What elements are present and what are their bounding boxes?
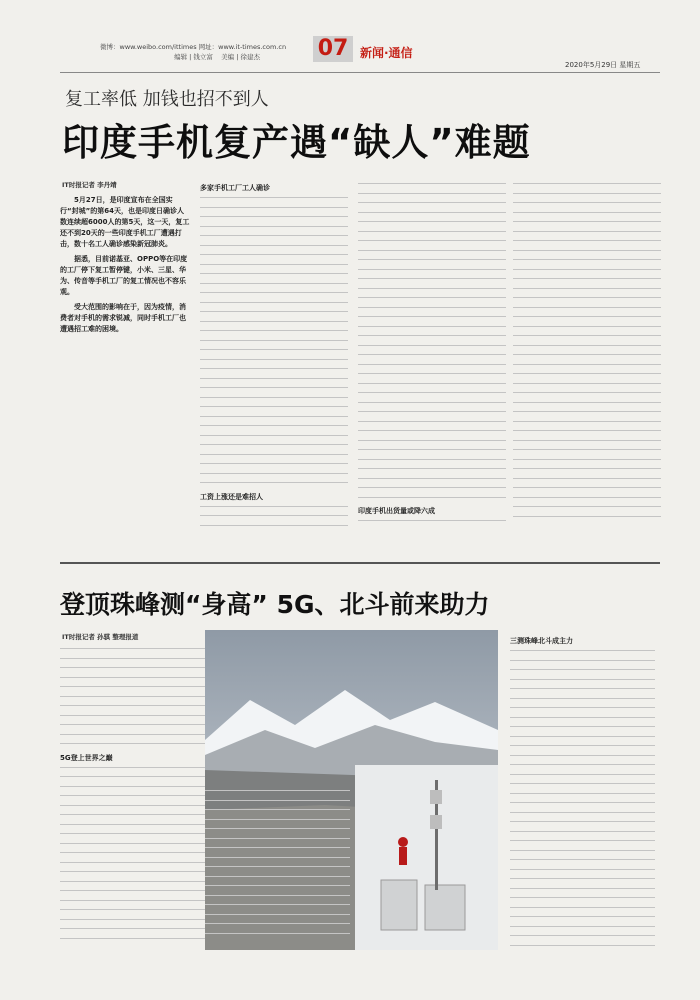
text-line [205,923,350,924]
text-line [200,273,348,274]
text-line [200,235,348,236]
text-line [358,193,506,194]
text-line [358,373,506,374]
text-line [60,938,205,939]
text-line [358,354,506,355]
column-subheading: 三测珠峰北斗成主力 [510,637,573,645]
text-line [358,307,506,308]
text-line [60,667,205,668]
text-line [205,866,350,867]
text-line [513,193,661,194]
text-line [513,240,661,241]
column-subheading: 5G登上世界之巅 [60,753,113,762]
article2-column-2 [205,790,350,942]
text-line [60,743,205,744]
text-line [205,933,350,934]
article1-column-1 [200,183,348,534]
text-line [200,254,348,255]
text-line [358,421,506,422]
text-line [200,444,348,445]
text-line [200,302,348,303]
text-line [200,321,348,322]
text-line [513,516,661,517]
text-line [513,278,661,279]
text-line [513,335,661,336]
text-line [200,416,348,417]
text-line [60,900,205,901]
text-line [510,679,655,680]
text-line [60,686,205,687]
text-line [510,774,655,775]
text-line [60,843,205,844]
article2-byline: IT时报记者 孙骐 整理报道 [62,633,139,641]
text-line [510,793,655,794]
text-line [510,812,655,813]
text-line [510,755,655,756]
text-line [513,183,661,184]
text-line [510,736,655,737]
text-line [358,449,506,450]
text-line [205,914,350,915]
text-line [200,525,348,526]
text-line [510,669,655,670]
weibo-label: 微博：www.weibo.com/ittimes [100,43,197,51]
text-line [510,897,655,898]
text-line [200,397,348,398]
text-line [60,734,205,735]
text-line [200,292,348,293]
text-line [358,364,506,365]
text-line [510,802,655,803]
text-line [200,425,348,426]
text-line [510,717,655,718]
text-line [200,435,348,436]
text-line [510,926,655,927]
text-line [358,468,506,469]
text-line [513,440,661,441]
text-line [513,212,661,213]
text-line [510,859,655,860]
text-line [200,463,348,464]
text-line [60,786,205,787]
lead-paragraph: 据悉，目前诺基亚、OPPO等在印度的工厂停下复工暂停键，小米、三星、华为、传音等手机工厂的复工情况也不容乐观。 [60,255,188,296]
text-line [510,650,655,651]
text-line [205,800,350,801]
text-line [60,648,205,649]
text-line [200,197,348,198]
text-line [513,345,661,346]
text-line [205,828,350,829]
text-line [60,715,205,716]
text-line [200,482,348,483]
article2-headline: 登顶珠峰测“身高” 5G、北斗前来助力 [60,590,490,619]
text-line [205,790,350,791]
text-line [60,919,205,920]
text-line [358,288,506,289]
text-line [60,928,205,929]
text-line [510,688,655,689]
text-line [358,335,506,336]
article2-column-1 [60,648,205,947]
text-line [200,311,348,312]
text-line [510,840,655,841]
text-line [358,278,506,279]
text-line [205,876,350,877]
text-line [60,658,205,659]
text-line [358,430,506,431]
text-line [513,231,661,232]
text-line [200,387,348,388]
text-line [200,349,348,350]
text-line [358,326,506,327]
text-line [513,364,661,365]
text-line [510,935,655,936]
masthead-info [100,42,287,62]
text-line [510,831,655,832]
column-subheading: 多家手机工厂工人确诊 [200,184,270,192]
text-line [60,805,205,806]
lead-paragraph: 5月27日，是印度宣布在全国实行“封城”的第64天，也是印度日确诊人数连续超6000人的第5天，这一天，复工还不到20天的一些印度手机工厂遭遇打击，数十名工人确诊感染新冠肺炎。 [60,196,190,248]
text-line [513,449,661,450]
text-line [60,909,205,910]
text-line [358,269,506,270]
text-line [358,478,506,479]
text-line [200,378,348,379]
text-line [510,726,655,727]
text-line [513,421,661,422]
article1-headline: 印度手机复产遇“缺人”难题 [62,121,531,164]
section-name: 新闻·通信 [360,46,413,60]
text-line [513,497,661,498]
text-line [358,345,506,346]
text-line [205,809,350,810]
text-line [358,221,506,222]
text-line [358,440,506,441]
text-line [510,783,655,784]
text-line [60,824,205,825]
text-line [200,406,348,407]
text-line [60,776,205,777]
text-line [513,202,661,203]
text-line [513,430,661,431]
text-line [513,326,661,327]
text-line [200,226,348,227]
text-line [200,330,348,331]
text-line [510,821,655,822]
text-line [200,264,348,265]
text-line [510,707,655,708]
text-line [200,245,348,246]
text-line [358,520,506,521]
text-line [200,506,348,507]
text-line [358,297,506,298]
text-line [513,373,661,374]
text-line [513,259,661,260]
text-line [510,907,655,908]
text-line [205,885,350,886]
text-line [358,392,506,393]
text-line [510,850,655,851]
text-line [205,895,350,896]
article1-column-3 [513,183,661,525]
text-line [200,340,348,341]
text-line [60,881,205,882]
text-line [513,250,661,251]
text-line [510,869,655,870]
text-line [510,945,655,946]
web-label: 网址：www.it-times.com.cn [198,43,287,51]
text-line [513,411,661,412]
text-line [358,231,506,232]
text-line [205,838,350,839]
text-line [200,359,348,360]
text-line [200,368,348,369]
article-separator [60,562,660,564]
text-line [510,698,655,699]
text-line [510,660,655,661]
header-divider [60,72,660,73]
text-line [513,307,661,308]
text-line [60,724,205,725]
text-line [358,212,506,213]
text-line [510,764,655,765]
text-line [513,221,661,222]
text-line [513,506,661,507]
article1-byline: IT时报记者 李丹靖 [62,181,117,189]
text-line [513,468,661,469]
text-line [200,207,348,208]
lead-paragraph: 受大范围的影响在于，因为疫情，消费者对手机的需求锐减，同时手机工厂也遭遇招工难的困境。 [60,303,186,333]
text-line [358,183,506,184]
text-line [60,705,205,706]
text-line [200,454,348,455]
text-line [513,478,661,479]
article1-subheadline: 复工率低 加钱也招不到人 [65,89,269,110]
text-line [200,473,348,474]
text-line [358,316,506,317]
text-line [200,216,348,217]
text-line [513,459,661,460]
text-line [60,696,205,697]
text-line [510,745,655,746]
text-line [205,904,350,905]
text-line [510,878,655,879]
text-line [513,402,661,403]
page-number: 07 [313,36,353,62]
text-line [358,411,506,412]
text-line [358,240,506,241]
text-line [358,497,506,498]
editor-label: 编辑 | 钱立富 [174,53,213,61]
text-line [513,383,661,384]
text-line [513,269,661,270]
art-editor-label: 美编 | 徐建杰 [221,53,260,61]
text-line [513,354,661,355]
text-line [513,297,661,298]
text-line [513,392,661,393]
text-line [60,795,205,796]
text-line [510,888,655,889]
article1-lead [60,195,190,339]
article1-column-2 [358,183,506,530]
text-line [205,819,350,820]
text-line [358,259,506,260]
text-line [358,250,506,251]
text-line [60,814,205,815]
issue-date: 2020年5月29日 星期五 [565,61,641,69]
article2-column-3 [510,632,655,954]
text-line [358,202,506,203]
text-line [513,288,661,289]
text-line [200,515,348,516]
text-line [60,677,205,678]
text-line [60,833,205,834]
text-line [205,857,350,858]
text-line [60,767,205,768]
text-line [200,283,348,284]
text-line [513,316,661,317]
column-subheading: 印度手机出货量或降六成 [358,507,435,515]
text-line [60,871,205,872]
text-line [510,916,655,917]
text-line [358,487,506,488]
text-line [358,383,506,384]
text-line [60,852,205,853]
text-line [60,862,205,863]
text-line [358,402,506,403]
text-line [205,847,350,848]
text-line [513,487,661,488]
text-line [60,890,205,891]
text-line [358,459,506,460]
column-subheading: 工资上涨还是难招人 [200,492,263,501]
